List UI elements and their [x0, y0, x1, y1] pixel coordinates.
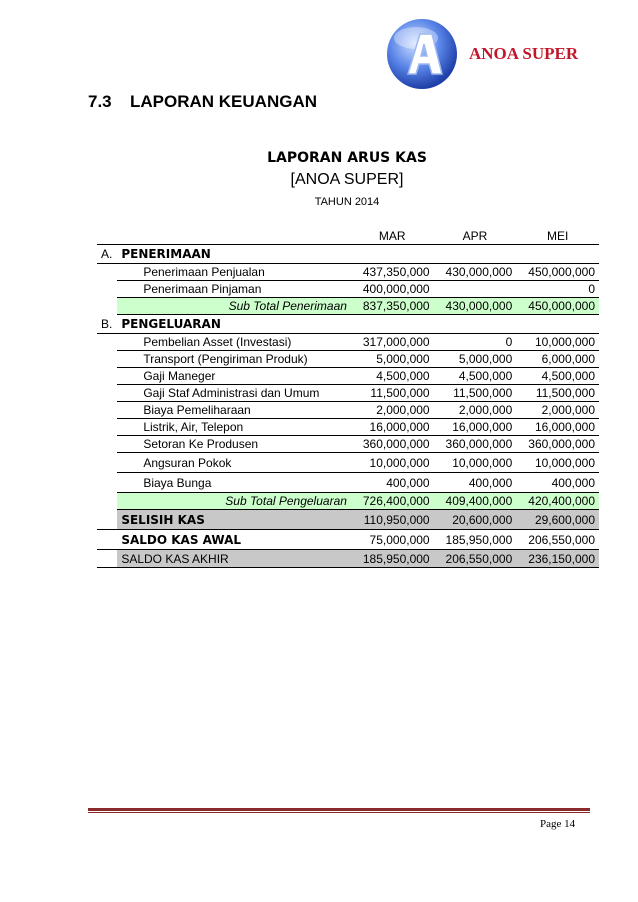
- row-value: 409,400,000: [434, 493, 517, 510]
- row-value: 317,000,000: [351, 334, 434, 351]
- table-row: [97, 281, 599, 298]
- row-value: 2,000,000: [434, 402, 517, 419]
- row-value: [434, 281, 517, 298]
- row-value: 16,000,000: [434, 419, 517, 436]
- row-value: 0: [516, 281, 599, 298]
- table-row: [97, 368, 599, 385]
- row-value: 4,500,000: [516, 368, 599, 385]
- report-company: [ANOA SUPER]: [290, 171, 404, 188]
- row-value: 726,400,000: [351, 493, 434, 510]
- section-number: 7.3: [88, 92, 112, 111]
- row-label: Listrik, Air, Telepon: [117, 419, 351, 436]
- row-value: 236,150,000: [516, 550, 599, 568]
- row-label: Biaya Bunga: [117, 473, 351, 493]
- row-value: 29,600,000: [516, 510, 599, 530]
- table-row: [97, 264, 599, 281]
- row-value: 430,000,000: [434, 264, 517, 281]
- row-label: PENGELUARAN: [117, 315, 351, 334]
- row-label: PENERIMAAN: [117, 245, 351, 264]
- row-value: 206,550,000: [434, 550, 517, 568]
- cash-flow-table: [97, 228, 599, 568]
- table-row: [97, 402, 599, 419]
- row-value: 360,000,000: [516, 436, 599, 453]
- section-title: LAPORAN KEUANGAN: [130, 92, 317, 111]
- row-label: Transport (Pengiriman Produk): [117, 351, 351, 368]
- row-value: 10,000,000: [516, 453, 599, 473]
- subtotal-row-pengeluaran: [97, 493, 599, 510]
- row-value: 10,000,000: [434, 453, 517, 473]
- table-row: [97, 436, 599, 453]
- row-value: 11,500,000: [434, 385, 517, 402]
- row-value: 450,000,000: [516, 298, 599, 315]
- row-value: 4,500,000: [434, 368, 517, 385]
- table-header-row: [97, 228, 599, 245]
- row-value: 400,000,000: [351, 281, 434, 298]
- row-value: 837,350,000: [351, 298, 434, 315]
- section-heading: [88, 92, 317, 112]
- footer-rule: [88, 808, 590, 811]
- row-label: Penerimaan Penjualan: [117, 264, 351, 281]
- row-value: 5,000,000: [351, 351, 434, 368]
- row-value: 6,000,000: [516, 351, 599, 368]
- subtotal-row-penerimaan: [97, 298, 599, 315]
- row-value: 4,500,000: [351, 368, 434, 385]
- row-value: 16,000,000: [351, 419, 434, 436]
- column-header: MEI: [516, 228, 599, 245]
- table-row: [97, 453, 599, 473]
- row-value: 10,000,000: [516, 334, 599, 351]
- row-value: 75,000,000: [351, 530, 434, 550]
- row-label: Sub Total Penerimaan: [117, 298, 351, 315]
- row-value: 110,950,000: [351, 510, 434, 530]
- row-label: Setoran Ke Produsen: [117, 436, 351, 453]
- row-value: 16,000,000: [516, 419, 599, 436]
- row-value: 400,000: [351, 473, 434, 493]
- row-value: 360,000,000: [434, 436, 517, 453]
- section-index: B.: [97, 315, 117, 334]
- column-header: APR: [434, 228, 517, 245]
- row-value: 20,600,000: [434, 510, 517, 530]
- table-row: [97, 385, 599, 402]
- row-value: 0: [434, 334, 517, 351]
- row-label: Angsuran Pokok: [117, 453, 351, 473]
- section-row-pengeluaran: [97, 315, 599, 334]
- row-value: 11,500,000: [516, 385, 599, 402]
- saldo-kas-awal-row: [97, 530, 599, 550]
- section-index: A.: [97, 245, 117, 264]
- saldo-kas-akhir-row: [97, 550, 599, 568]
- row-label: Sub Total Pengeluaran: [117, 493, 351, 510]
- column-header: MAR: [351, 228, 434, 245]
- row-value: 360,000,000: [351, 436, 434, 453]
- row-label: Gaji Maneger: [117, 368, 351, 385]
- row-value: 430,000,000: [434, 298, 517, 315]
- row-label: Gaji Staf Administrasi dan Umum: [117, 385, 351, 402]
- row-value: 185,950,000: [434, 530, 517, 550]
- row-label: Pembelian Asset (Investasi): [117, 334, 351, 351]
- row-value: 420,400,000: [516, 493, 599, 510]
- table-row: [97, 419, 599, 436]
- row-value: 2,000,000: [351, 402, 434, 419]
- report-title: LAPORAN ARUS KAS: [267, 150, 427, 166]
- row-label: SALDO KAS AKHIR: [117, 550, 351, 568]
- row-value: 206,550,000: [516, 530, 599, 550]
- row-label: SELISIH KAS: [117, 510, 351, 530]
- table-row: [97, 473, 599, 493]
- row-value: 11,500,000: [351, 385, 434, 402]
- row-value: 400,000: [434, 473, 517, 493]
- table-row: [97, 334, 599, 351]
- report-year: TAHUN 2014: [314, 196, 380, 208]
- row-value: 5,000,000: [434, 351, 517, 368]
- brand-name: ANOA SUPER: [469, 44, 579, 63]
- row-label: Biaya Pemeliharaan: [117, 402, 351, 419]
- row-label: SALDO KAS AWAL: [117, 530, 351, 550]
- section-row-penerimaan: [97, 245, 599, 264]
- page-number: Page 14: [540, 818, 576, 830]
- footer-rule-thin: [88, 812, 590, 813]
- row-value: 437,350,000: [351, 264, 434, 281]
- row-value: 400,000: [516, 473, 599, 493]
- row-value: 2,000,000: [516, 402, 599, 419]
- row-label: Penerimaan Pinjaman: [117, 281, 351, 298]
- row-value: 185,950,000: [351, 550, 434, 568]
- table-row: [97, 351, 599, 368]
- selisih-kas-row: [97, 510, 599, 530]
- row-value: 450,000,000: [516, 264, 599, 281]
- row-value: 10,000,000: [351, 453, 434, 473]
- anoa-a-logo-icon: [386, 18, 458, 90]
